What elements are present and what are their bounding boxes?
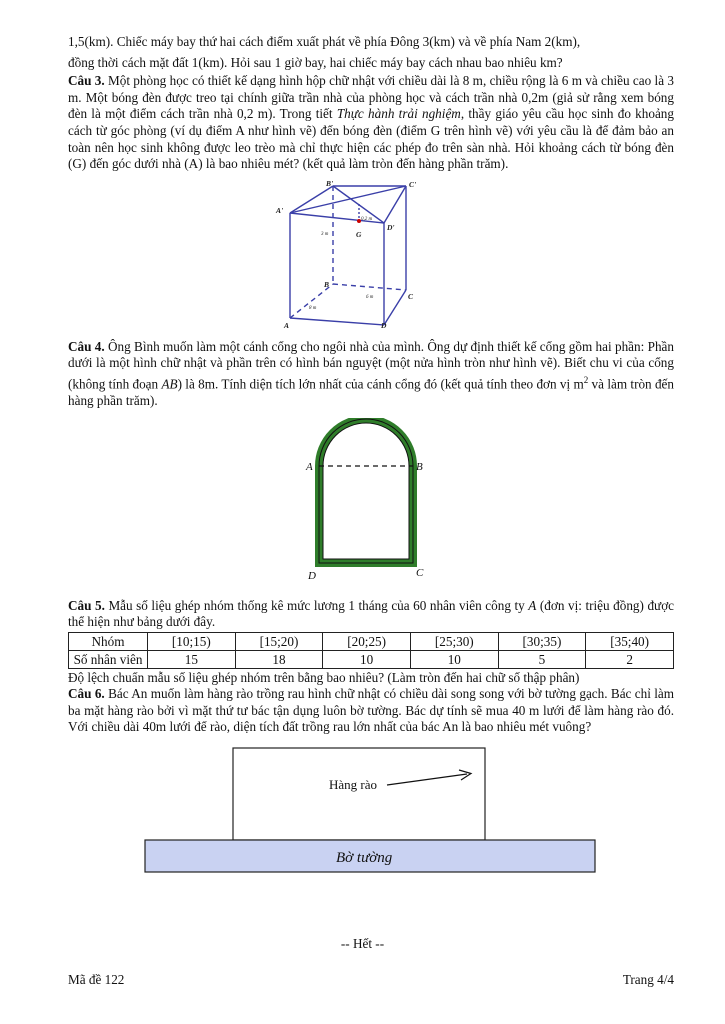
table-cell: 10	[410, 650, 498, 668]
fence-diagram	[141, 746, 601, 874]
table-cell: [10;15)	[148, 632, 236, 650]
label-D: D	[381, 320, 387, 329]
question-3-label: Câu 3.	[68, 73, 105, 89]
table-row-label: Số nhân viên	[69, 650, 148, 668]
question-4	[68, 339, 674, 410]
question-5-company: A	[528, 597, 537, 613]
table-row	[69, 650, 674, 668]
end-mark: -- Hết --	[340, 936, 385, 951]
intro-line-2: đồng thời cách mặt đất 1(km). Hỏi sau 1 giờ bay, hai chiếc máy bay cách nhau bao nhiêu km?	[68, 54, 563, 70]
page-content	[68, 34, 674, 874]
label-C1: C'	[409, 179, 417, 189]
salary-table	[68, 632, 674, 669]
question-6-text: Bác An muốn làm hàng rào trồng rau hình chữ nhật có chiều dài song song với bờ tường gạch. Bác chỉ làm ba mặt hàng rào bởi vì mặt thứ tư bác tận dụng luôn bờ tường. Bác dự tính sẽ mua 40 m lưới để làm hàng rào đó. Với chiều dài 40m lưới để rào, diện tích đất trồng rau lớn nhất của bác An là bao nhiêu mét vuông?	[68, 686, 675, 735]
label-D1: D'	[387, 222, 395, 232]
gate-figure	[291, 418, 451, 590]
width-label: 6 m	[366, 294, 374, 300]
question-6	[68, 686, 674, 736]
table-cell: 5	[498, 650, 586, 668]
question-4-ab: AB	[161, 376, 178, 392]
question-6-label: Câu 6.	[68, 686, 105, 702]
table-cell: 18	[235, 650, 323, 668]
drop-label: 0,2 m	[361, 216, 373, 222]
question-4-sup: 2	[583, 374, 589, 385]
table-cell: [20;25)	[323, 632, 411, 650]
table-cell: 2	[586, 650, 674, 668]
question-4-label: Câu 4.	[68, 338, 105, 354]
question-5-label: Câu 5.	[68, 597, 105, 613]
table-cell: [15;20)	[235, 632, 323, 650]
question-5	[68, 598, 674, 631]
label-B1: B'	[326, 178, 334, 188]
page-number: Trang 4/4	[622, 972, 674, 987]
table-cell: 15	[148, 650, 236, 668]
table-cell: [30;35)	[498, 632, 586, 650]
gate-label-D: D	[308, 569, 316, 582]
fence-rect	[233, 748, 485, 840]
question-3-italic: Thực hành trải nghiệm	[336, 106, 461, 122]
question-5-after: Độ lệch chuẩn mẫu số liệu ghép nhóm trên bằng bao nhiêu? (Làm tròn đến hai chữ số thập phân)	[68, 669, 580, 685]
question-4-text-3: và làm tròn đến hàng phần trăm).	[68, 376, 674, 408]
room-figure	[271, 179, 471, 329]
table-cell: [35;40)	[586, 632, 674, 650]
label-G: G	[356, 229, 362, 239]
wall-label: Bờ tường	[336, 850, 393, 867]
page-footer	[68, 972, 674, 988]
table-row	[69, 632, 674, 650]
room-cube-diagram	[271, 179, 471, 329]
question-5-text: Mẫu số liệu ghép nhóm thống kê mức lương 1 tháng của 60 nhân viên công ty	[108, 597, 525, 613]
height-label: 3 m	[321, 231, 329, 237]
fence-figure	[141, 746, 601, 874]
table-cell: [25;30)	[410, 632, 498, 650]
question-3-text-2: , thầy giáo yêu cầu học sinh đo khoảng cách từ góc phòng (ví dụ điểm A như hình vẽ) đến bóng đèn (điểm G trên hình vẽ) với yêu cầu là để đảm bảo an toàn nên học sinh không được leo trèo mà chỉ thực hiện các phép đo trên sàn nhà. Hỏi khoảng cách từ bóng đèn (G) đến góc dưới nhà (A) là bao nhiêu mét? (kết quả làm tròn đến hàng phần trăm).	[68, 106, 674, 172]
label-C: C	[408, 291, 414, 301]
question-3-text: Một phòng học có thiết kế dạng hình hộp chữ nhật với chiều dài là 8 m, chiều rộng là 6 m và chiều cao là 3 m. Một bóng đèn được treo tại chính giữa trần nhà của phòng học và cách trần nhà 0,2m (giả sử rằng xem bóng đèn là một điểm cách trần nhà 0,2 m). Trong tiết	[68, 73, 674, 122]
question-3	[68, 73, 674, 173]
table-row-label: Nhóm	[69, 632, 148, 650]
question-4-text: Ông Bình muốn làm một cánh cổng cho ngôi nhà của mình. Ông dự định thiết kế cổng gồm hai phần: Phần dưới là một hình chữ nhật và phần trên có hình bán nguyệt (một nửa hình tròn như hình vẽ). Biết chu vi của cổng (không tính đoạn	[68, 338, 674, 392]
gate-diagram	[291, 418, 451, 590]
label-A: A	[284, 320, 290, 329]
label-A1: A'	[276, 205, 284, 215]
gate-label-A: A	[306, 460, 313, 473]
exam-code: Mã đề 122	[68, 972, 125, 987]
question-4-text-2: ) là 8m. Tính diện tích lớn nhất của cánh cổng đó (kết quả tính theo đơn vị m	[177, 376, 584, 392]
fence-label: Hàng rào	[329, 777, 378, 793]
intro-line-1: 1,5(km). Chiếc máy bay thứ hai cách điểm xuất phát về phía Đông 3(km) và về phía Nam 2(km),	[68, 34, 581, 49]
question-5-text-2: (đơn vị: triệu đồng) được thể hiện như bảng dưới đây.	[68, 597, 675, 630]
label-B: B	[324, 279, 330, 289]
gate-label-B: B	[416, 460, 423, 473]
table-cell: 10	[323, 650, 411, 668]
length-label: 8 m	[309, 305, 317, 311]
gate-label-C: C	[416, 566, 424, 579]
